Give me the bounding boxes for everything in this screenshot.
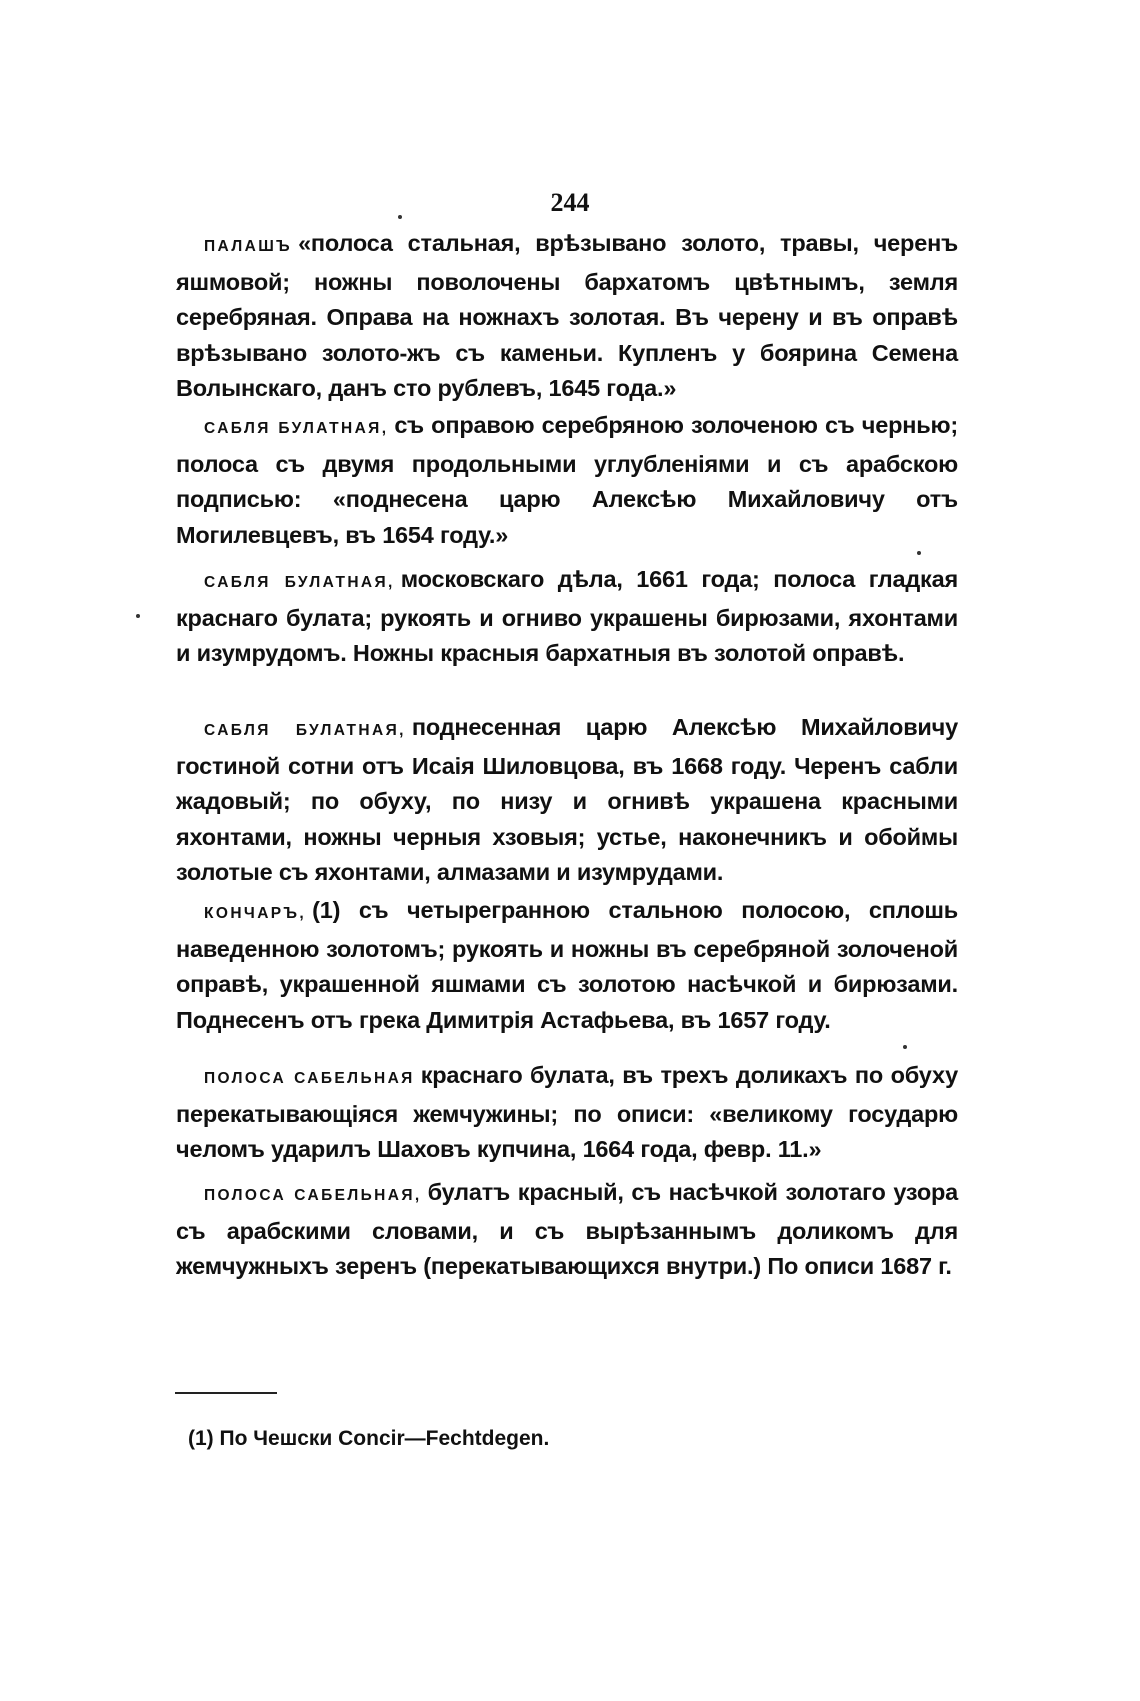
print-speck	[917, 551, 921, 555]
entry-heading: ПАЛАШЪ	[204, 238, 293, 255]
entry-heading: САБЛЯ БУЛАТНАЯ,	[204, 420, 389, 437]
entry-text: булатъ красный, съ насѣчкой золотаго узора съ арабскими словами, и съ вырѣзаннымъ доликомъ для жемчужныхъ зеренъ (перекатывающихся внутри.) По описи 1687 г.	[176, 1179, 958, 1279]
entry-text: краснаго булата, въ трехъ доликахъ по обуху перекатывающіяся жемчужины; по описи: «великому государю челомъ ударилъ Шаховъ купчина, 1664 года, февр. 11.»	[176, 1062, 958, 1162]
entry-konchar	[176, 893, 958, 1038]
print-speck	[136, 614, 140, 618]
entry-text: поднесенная царю Алексѣю Михайловичу гостиной сотни отъ Исаія Шиловцова, въ 1668 году. Черенъ сабли жадовый; по обуху, по низу и огнивѣ украшена красными яхонтами, ножны черныя хзовыя; устье, наконечникъ и обоймы золотые съ яхонтами, алмазами и изумрудами.	[176, 714, 958, 885]
entry-text: (1) съ четырегранною стальною полосою, сплошь наведенною золотомъ; рукоять и ножны въ серебряной золоченой оправѣ, украшенной яшмами съ золотою насѣчкой и бирюзами. Поднесенъ отъ грека Димитрія Астафьева, въ 1657 году.	[176, 897, 958, 1033]
entry-heading: САБЛЯ БУЛАТНАЯ,	[204, 574, 395, 591]
entry-heading: САБЛЯ БУЛАТНАЯ,	[204, 722, 406, 739]
entry-sablya-1668	[176, 710, 958, 891]
print-speck	[398, 215, 402, 219]
entry-heading: КОНЧАРЪ,	[204, 905, 307, 922]
entry-polosa-1687	[176, 1175, 958, 1285]
footnote: (1) По Чешски Concir—Fechtdegen.	[188, 1427, 550, 1450]
footnote-rule	[175, 1392, 277, 1394]
entry-heading: ПОЛОСА САБЕЛЬНАЯ	[204, 1070, 415, 1087]
entry-text: съ оправою серебряною золоченою съ чернью; полоса съ двумя продольными углубленіями и съ арабскою подписью: «поднесена царю Алексѣю Михайловичу отъ Могилевцевъ, въ 1654 году.»	[176, 412, 958, 548]
entry-sablya-1654	[176, 408, 958, 553]
entry-palash	[176, 226, 958, 407]
entry-text: «полоса стальная, врѣзывано золото, травы, черенъ яшмовой; ножны поволочены бархатомъ цвѣтнымъ, земля серебряная. Оправа на ножнахъ золотая. Въ черену и въ оправѣ врѣзывано золото-жъ съ каменьи. Купленъ у боярина Семена Волынскаго, данъ сто рублевъ, 1645 года.»	[176, 230, 958, 401]
entry-heading: ПОЛОСА САБЕЛЬНАЯ,	[204, 1187, 422, 1204]
page-number: 244	[550, 188, 590, 217]
entry-sablya-1661	[176, 562, 958, 672]
entry-text: московскаго дѣла, 1661 года; полоса гладкая краснаго булата; рукоять и огниво украшены бирюзами, яхонтами и изумрудомъ. Ножны красныя бархатныя въ золотой оправѣ.	[176, 566, 958, 666]
entry-polosa-1664	[176, 1058, 958, 1168]
print-speck	[903, 1045, 907, 1049]
